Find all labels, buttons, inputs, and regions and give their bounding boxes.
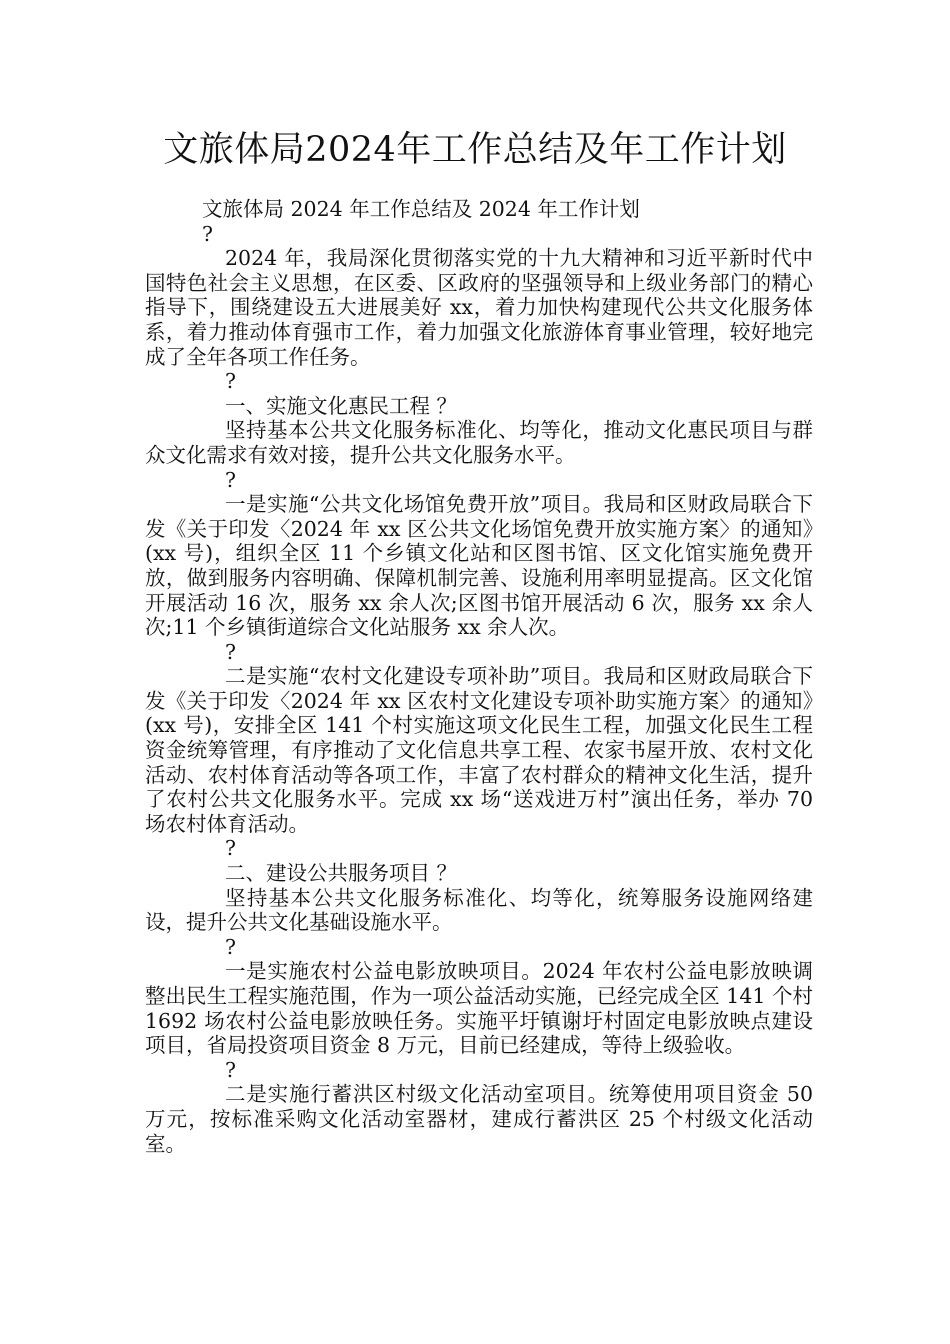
section-1-item-1: 一是实施“公共文化场馆免费开放”项目。我局和区财政局联合下发《关于印发〈2024 年 xx 区公共文化场馆免费开放实施方案〉的通知》(xx 号)，组织全区 11 个乡镇文化站和区图书馆、区文化馆实施免费开放，做到服务内容明确、保障机制完善、设施利用率明显提高。区文化馆开展活动 16 次，服务 xx 余人次;区图书馆开展活动 6 次，服务 xx 余人次;11 个乡镇街道综合文化站服务 xx 余人次。 [145,492,813,640]
document-body [145,197,813,1156]
section-2-summary: 坚持基本公共文化服务标准化、均等化，统筹服务设施网络建设，提升公共文化基础设施水平。 [145,885,813,935]
section-heading-2: 二、建设公共服务项目 ？ [225,861,458,886]
document-subtitle: 文旅体局 2024 年工作总结及 2024 年工作计划 [202,197,640,221]
intro-paragraph: 2024 年，我局深化贯彻落实党的十九大精神和习近平新时代中国特色社会主义思想，在区委、区政府的坚强领导和上级业务部门的精心指导下，围绕建设五大进展美好 xx，着力加快构建现代公共文化服务体系，着力推动体育强市工作，着力加强文化旅游体育事业管理，较好地完成了全年各项工作任务。 [145,246,813,369]
placeholder-mark: ? [225,369,236,394]
section-1-item-2: 二是实施“农村文化建设专项补助”项目。我局和区财政局联合下发《关于印发〈2024 年 xx 区农村文化建设专项补助实施方案〉的通知》(xx 号)，安排全区 141 个村实施这项文化民生工程，加强文化民生工程资金统筹管理，有序推动了文化信息共享工程、农家书屋开放、农村文化活动、农村体育活动等各项工作，丰富了农村群众的精神文化生活，提升了农村公共文化服务水平。完成 xx 场“送戏进万村”演出任务，举办 70 场农村体育活动。 [145,664,813,836]
section-2-item-2: 二是实施行蓄洪区村级文化活动室项目。统筹使用项目资金 50 万元，按标准采购文化活动室器材，建成行蓄洪区 25 个村级文化活动室。 [145,1082,813,1156]
document-title: 文旅体局2024年工作总结及年工作计划 [163,130,787,170]
section-2-item-1: 一是实施农村公益电影放映项目。2024 年农村公益电影放映调整出民生工程实施范围，作为一项公益活动实施，已经完成全区 141 个村 1692 场农村公益电影放映任务。实施平圩镇谢圩村固定电影放映点建设项目，省局投资项目资金 8 万元，目前已经建成，等待上级验收。 [145,959,813,1058]
placeholder-mark: ? [225,1057,236,1082]
placeholder-mark: ? [202,221,213,246]
placeholder-mark: ? [225,934,236,959]
placeholder-mark: ? [225,467,236,492]
placeholder-mark: ? [225,639,236,664]
section-heading-1: 一、实施文化惠民工程 ？ [225,393,458,418]
placeholder-mark: ? [225,836,236,861]
section-1-summary: 坚持基本公共文化服务标准化、均等化，推动文化惠民项目与群众文化需求有效对接，提升公共文化服务水平。 [145,418,813,467]
